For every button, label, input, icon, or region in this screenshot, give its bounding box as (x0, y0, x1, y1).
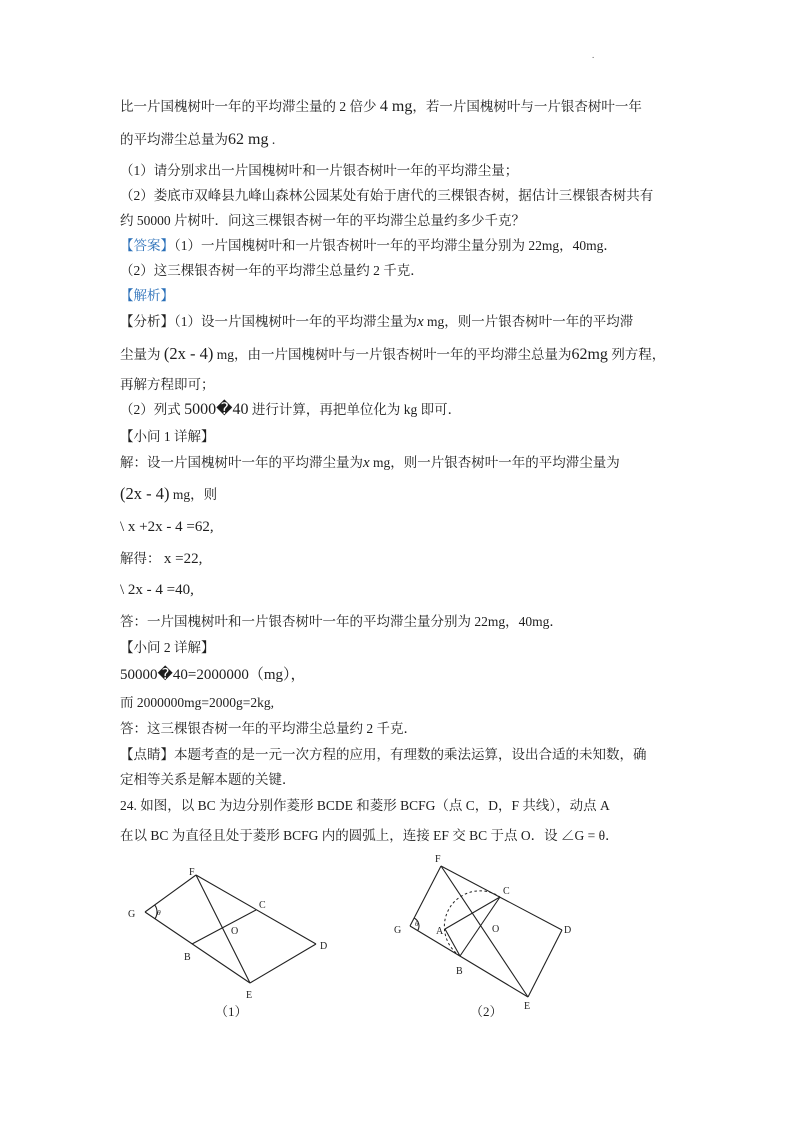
text: 的平均滞尘总量为 (120, 132, 228, 147)
analysis-line-3: 再解方程即可； (120, 377, 215, 392)
text: mg，则一片银杏树叶一年的平均滞 (427, 314, 634, 329)
label-e: E (246, 990, 253, 1001)
math-62mg: 62 mg (228, 131, 269, 148)
question-24-line-1: 24. 如图，以 BC 为边分别作菱形 BCDE 和菱形 BCFG（点 C，D，F 共线），动点 A (120, 798, 610, 813)
comment-tag: 【点睛】 (120, 747, 174, 762)
question-part-2-line-2: 约 50000 片树叶．问这三棵银杏树一年的平均滞尘总量约多少千克？ (120, 213, 525, 228)
segment-de (250, 944, 316, 983)
label-e: E (524, 1001, 531, 1012)
text: 尘量为 (120, 347, 161, 362)
label-c: C (259, 900, 266, 911)
question-part-1: （1）请分别求出一片国槐树叶和一片银杏树叶一年的平均滞尘量； (120, 163, 519, 178)
math-expression: (2x - 4) (163, 344, 214, 363)
text: mg，则 (172, 487, 218, 502)
label-b: B (456, 966, 463, 977)
label-g: G (394, 925, 402, 936)
figure-2-caption: （2） (470, 1004, 503, 1019)
analysis-tag: 【解析】 (120, 288, 174, 303)
segment-fe (441, 866, 528, 997)
question-24-line-2: 在以 BC 为直径且处于菱形 BCFG 内的圆弧上，连接 EF 交 BC 于点 O．设 ∠G = θ． (120, 828, 619, 843)
equation-1: \ x +2x - 4 =62, (120, 519, 214, 535)
comment-line-1 (120, 745, 647, 765)
figure-1-caption: （1） (215, 1004, 248, 1019)
fenxi-tag: 【分析】 (120, 314, 174, 329)
text: mg，则一片银杏树叶一年的平均滞尘量为 (373, 455, 620, 470)
segment-eg (410, 926, 528, 997)
text: （1）一片国槐树叶和一片银杏树叶一年的平均滞尘量分别为 22mg，40mg． (174, 238, 617, 253)
label-g: G (128, 909, 136, 920)
question-part-2-line-1: （2）娄底市双峰县九峰山森林公园某处有始于唐代的三棵银杏树，据估计三棵银杏树共有 (120, 188, 654, 203)
math-x: x (417, 314, 424, 330)
text: 进行计算，再把单位化为 kg 即可． (251, 402, 462, 417)
equation-3: \ 2x - 4 =40, (120, 582, 194, 598)
text: 比一片国槐树叶一年的平均滞尘量的 2 倍少 (120, 99, 377, 114)
segment-bc (192, 910, 256, 944)
label-d: D (320, 941, 328, 952)
label-f: F (435, 854, 441, 865)
math-product: 5000�40 (184, 401, 249, 418)
label-c: C (503, 886, 510, 897)
text: 列方程， (611, 347, 666, 362)
answer-tag: 【答案】 (120, 238, 174, 253)
solution-2-conclusion: 答：这三棵银杏树一年的平均滞尘总量约 2 千克． (120, 721, 417, 736)
label-f: F (189, 867, 195, 878)
text: （2）列式 (120, 402, 181, 417)
label-a: A (436, 926, 444, 937)
calculation-2: 而 2000000mg=2000g=2kg, (120, 695, 274, 710)
math-x: x (363, 455, 370, 471)
comment-line-2: 定相等关系是解本题的关键． (120, 772, 296, 787)
geometry-figure-2 (388, 852, 578, 1012)
analysis-line-4 (120, 400, 461, 420)
text: 本题考查的是一元一次方程的应用，有理数的乘法运算，设出合适的未知数，确 (174, 747, 647, 762)
text: . (271, 132, 276, 147)
label-theta: θ (157, 908, 161, 917)
answer-line-1 (120, 236, 617, 256)
segment-fe (196, 875, 250, 983)
solution-2-heading: 【小问 2 详解】 (120, 640, 215, 655)
segment-de (528, 930, 562, 997)
text: （1）设一片国槐树叶一年的平均滞尘量为 (174, 314, 417, 329)
text: mg，由一片国槐树叶与一片银杏树叶一年的平均滞尘总量为 (216, 347, 572, 362)
answer-line-2: （2）这三棵银杏树一年的平均滞尘总量约 2 千克． (120, 263, 424, 278)
text: 解得： (120, 551, 161, 566)
label-d: D (564, 925, 572, 936)
label-theta: θ (415, 919, 419, 928)
calculation-1: 50000�40=2000000（mg）， (120, 667, 306, 683)
solution-1-heading: 【小问 1 详解】 (120, 429, 215, 444)
label-o: O (492, 924, 500, 935)
segment-eg (145, 912, 250, 983)
segment-fd (196, 875, 316, 944)
math-62mg: 62mg (571, 346, 608, 363)
label-o: O (231, 926, 239, 937)
math-4mg: 4 mg (379, 98, 413, 115)
segment-gf (410, 866, 441, 926)
solution-1-conclusion: 答：一片国槐树叶和一片银杏树叶一年的平均滞尘量分别为 22mg，40mg． (120, 614, 563, 629)
math-expression: (2x - 4) (120, 484, 170, 503)
analysis-line-1 (120, 312, 633, 332)
question-line-1 (120, 97, 642, 117)
analysis-line-2 (120, 344, 665, 365)
label-b: B (184, 952, 191, 963)
corner-mark: . (592, 50, 595, 60)
solution-1-line-1 (120, 453, 620, 473)
geometry-figure-1 (120, 862, 335, 1004)
solution-1-line-2 (120, 484, 217, 505)
math-solution: x =22, (163, 551, 203, 567)
segment-gf (145, 875, 196, 912)
equation-2 (120, 549, 202, 569)
text: ，若一片国槐树叶与一片银杏树叶一年 (412, 99, 642, 114)
text: 解：设一片国槐树叶一年的平均滞尘量为 (120, 455, 363, 470)
question-line-2 (120, 130, 275, 150)
